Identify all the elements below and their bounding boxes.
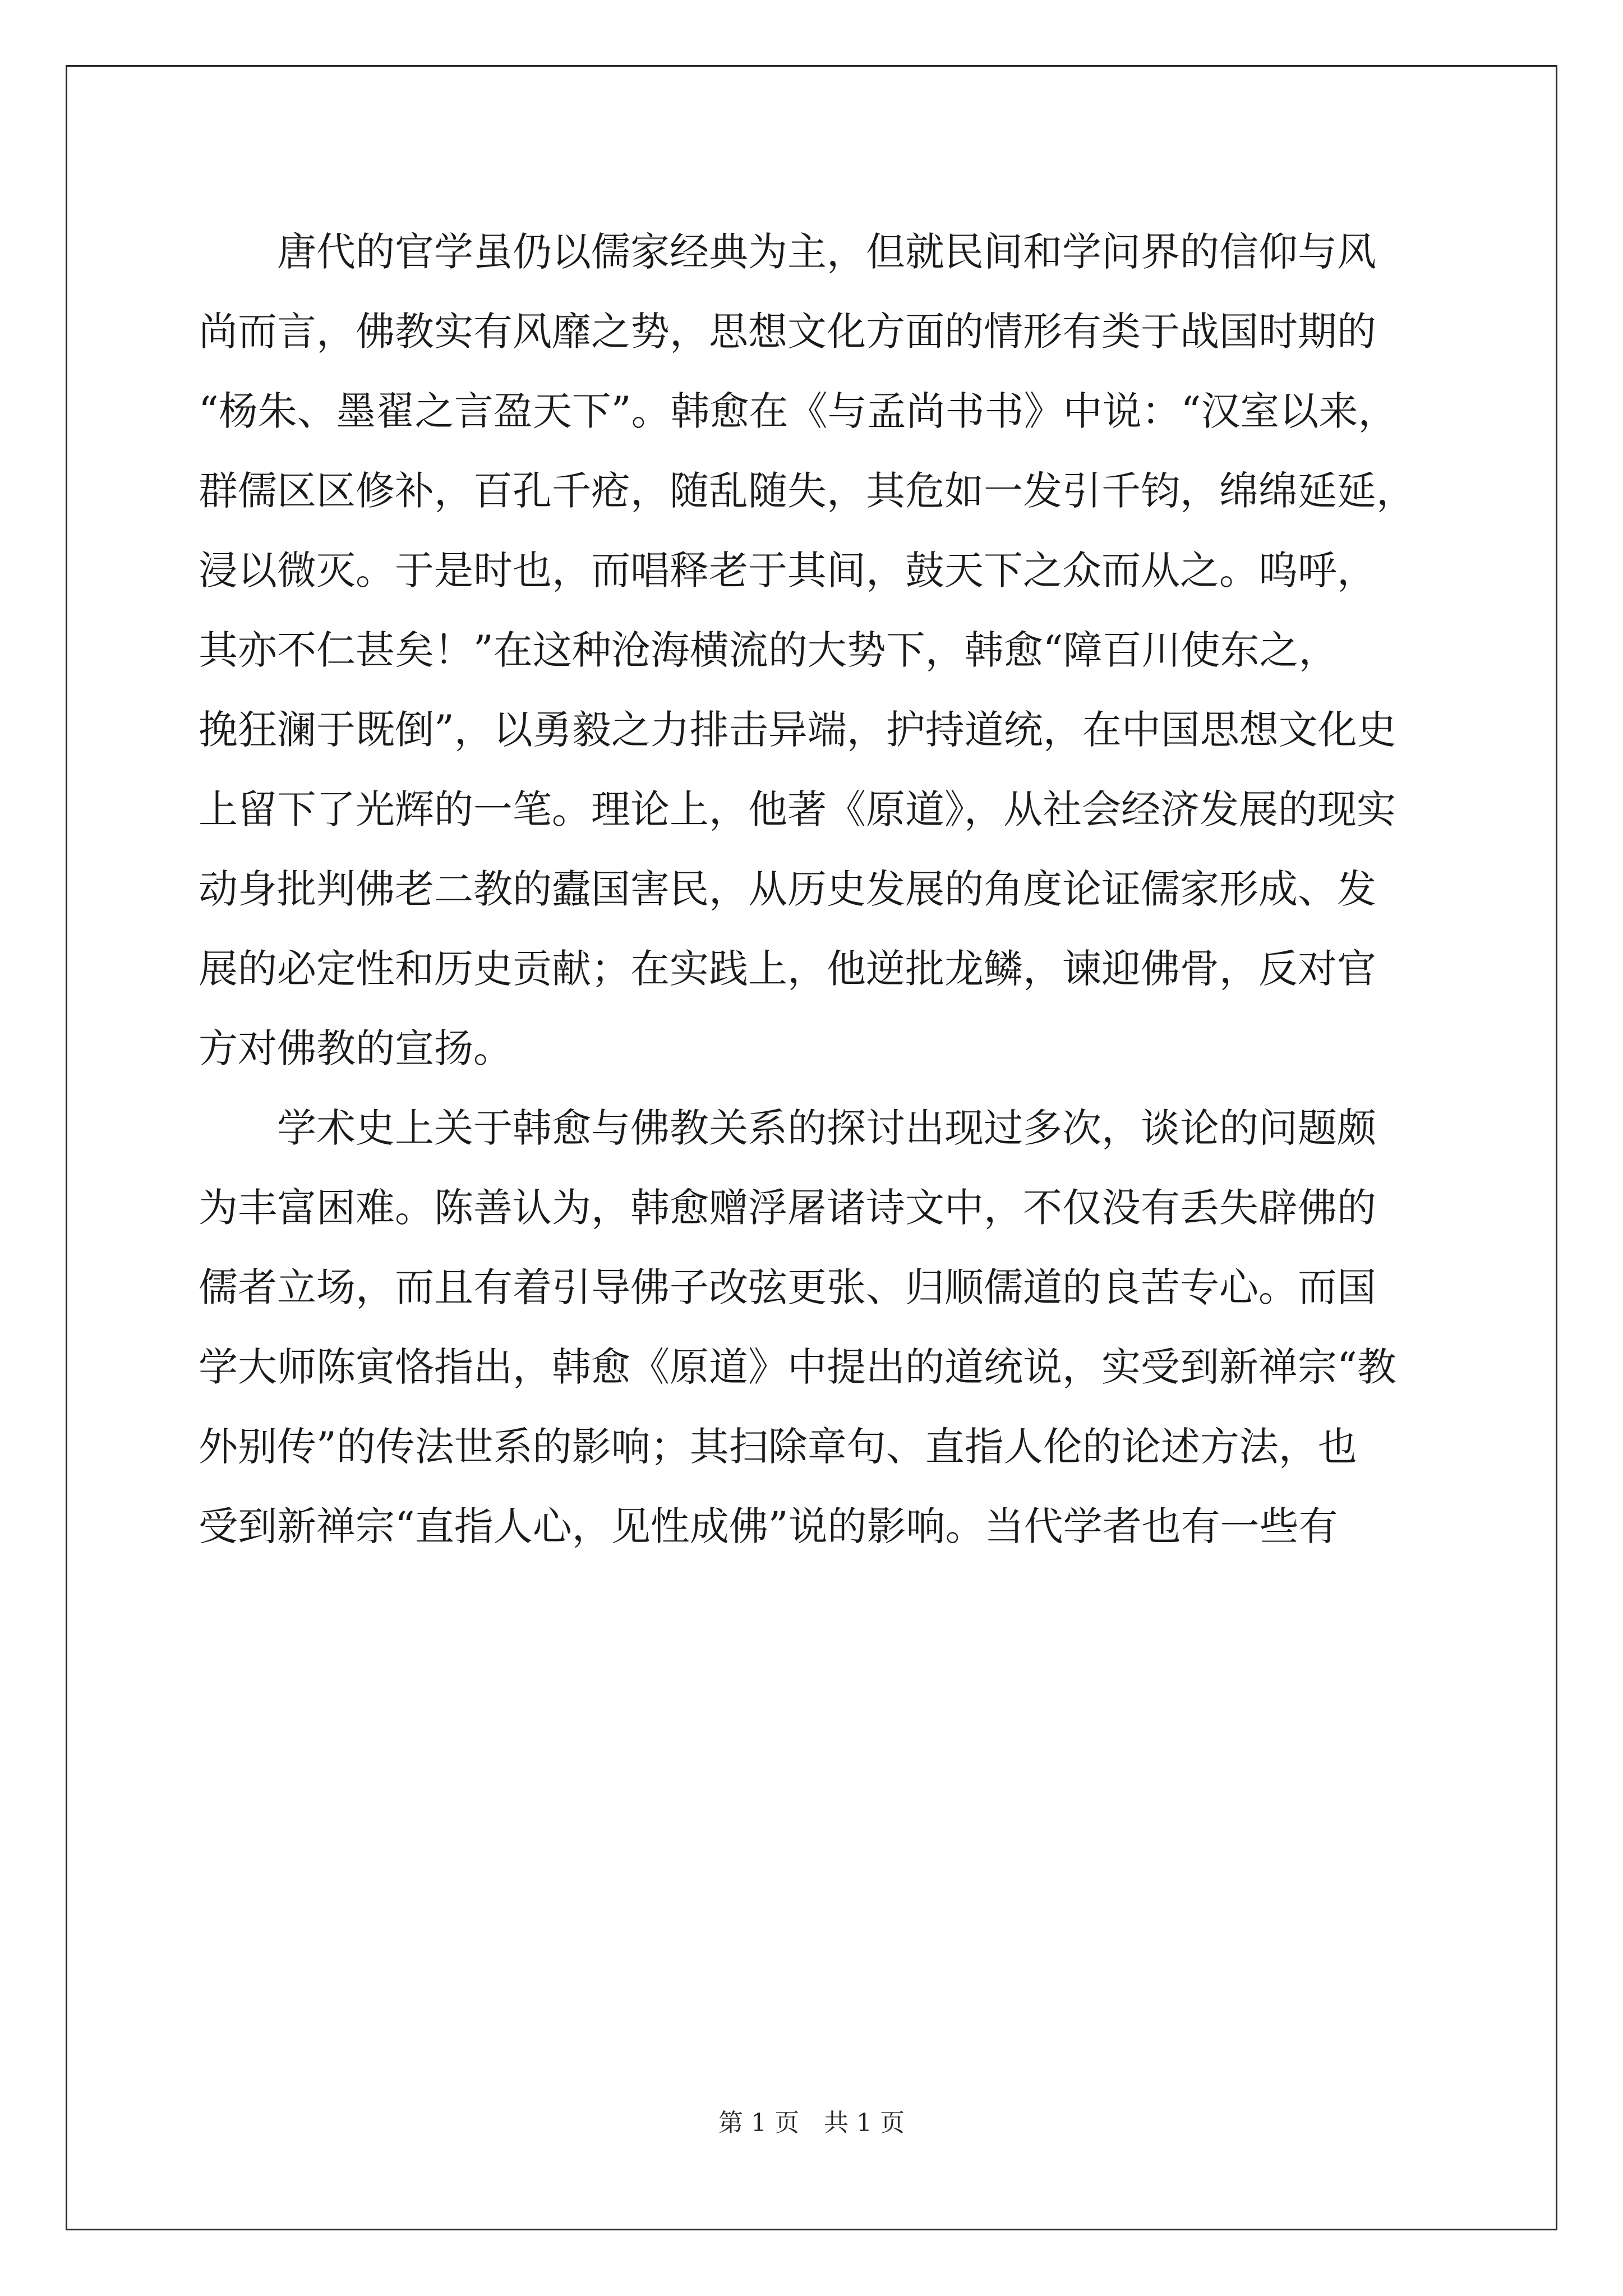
text-line: 动身批判佛老二教的蠹国害民，从历史发展的角度论证儒家形成、发 bbox=[199, 866, 1376, 912]
text-line: 方对佛教的宣扬。 bbox=[199, 1025, 513, 1071]
text-line: 为丰富困难。陈善认为，韩愈赠浮屠诸诗文中，不仅没有丢失辟佛的 bbox=[199, 1185, 1376, 1231]
document-body bbox=[199, 212, 1449, 1566]
text-line: 展的必定性和历史贡献；在实践上，他逆批龙鳞，谏迎佛骨，反对官 bbox=[199, 946, 1376, 992]
page-footer: 第 1 页 共 1 页 bbox=[718, 2109, 905, 2137]
text-line: 浸以微灭。于是时也，而唱释老于其间，鼓天下之众而从之。呜呼， bbox=[199, 547, 1376, 593]
text-line: 其亦不仁甚矣！”在这种沧海横流的大势下，韩愈“障百川使东之， bbox=[199, 627, 1338, 673]
text-line: 唐代的官学虽仍以儒家经典为主，但就民间和学问界的信仰与风 bbox=[277, 229, 1376, 275]
text-line: 尚而言，佛教实有风靡之势，思想文化方面的情形有类于战国时期的 bbox=[199, 309, 1376, 355]
paragraph-1 bbox=[199, 212, 1449, 1088]
text-line: “杨朱、墨翟之言盈天下”。韩愈在《与孟尚书书》中说：“汉室以来， bbox=[199, 388, 1398, 434]
text-line: 群儒区区修补，百孔千疮，随乱随失，其危如一发引千钧，绵绵延延， bbox=[199, 468, 1415, 514]
text-line: 儒者立场，而且有着引导佛子改弦更张、归顺儒道的良苦专心。而国 bbox=[199, 1264, 1376, 1310]
text-line: 受到新禅宗“直指人心，见性成佛”说的影响。当代学者也有一些有 bbox=[199, 1503, 1338, 1549]
text-line: 学大师陈寅恪指出，韩愈《原道》中提出的道统说，实受到新禅宗“教 bbox=[199, 1344, 1396, 1390]
text-line: 外别传”的传法世系的影响；其扫除章句、直指人伦的论述方法，也 bbox=[199, 1424, 1357, 1470]
text-line: 挽狂澜于既倒”，以勇毅之力排击异端，护持道统，在中国思想文化史 bbox=[199, 707, 1396, 753]
paragraph-2 bbox=[199, 1088, 1449, 1566]
text-line: 上留下了光辉的一笔。理论上，他著《原道》，从社会经济发展的现实 bbox=[199, 786, 1396, 832]
text-line: 学术史上关于韩愈与佛教关系的探讨出现过多次，谈论的问题颇 bbox=[277, 1105, 1376, 1151]
